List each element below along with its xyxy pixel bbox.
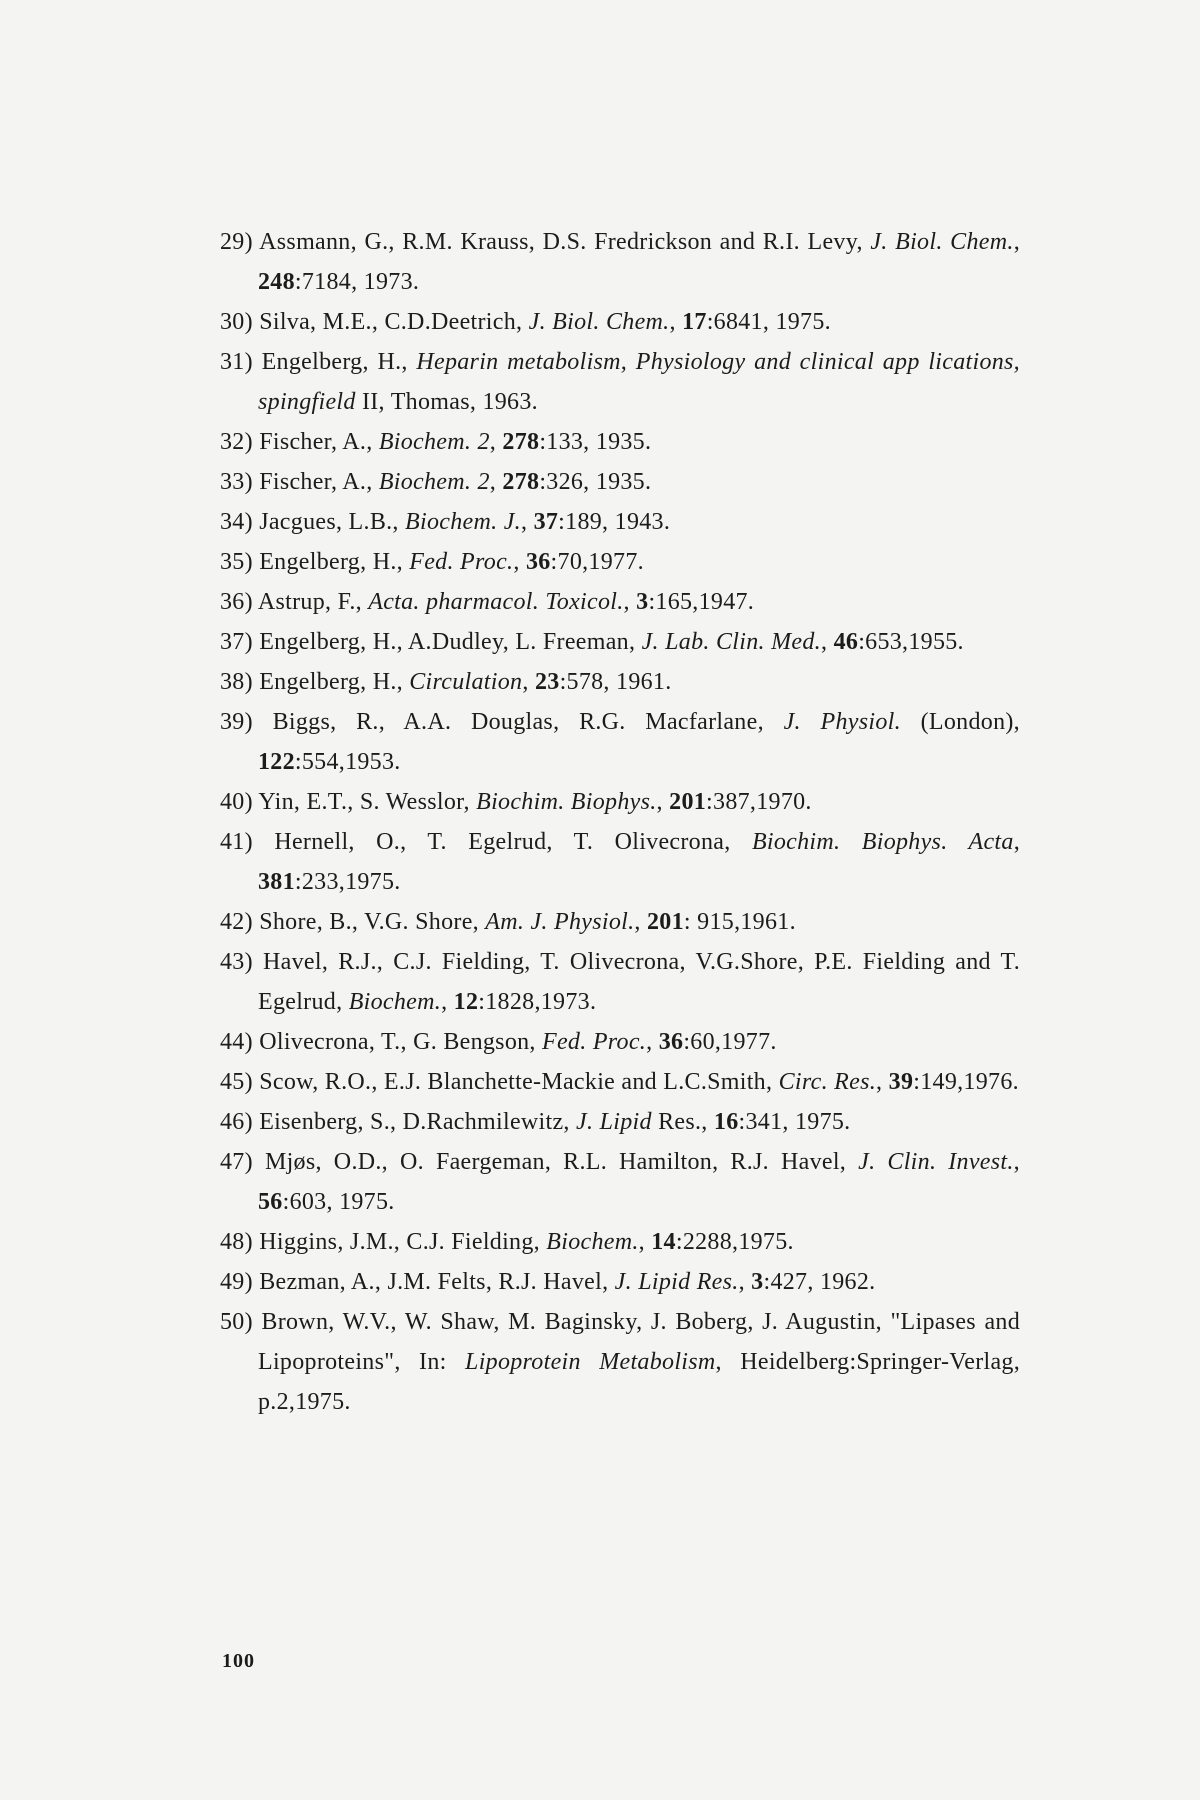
reference-text: :133, 1935. — [539, 429, 652, 455]
reference-text: :578, 1961. — [559, 669, 672, 695]
reference-item — [220, 662, 1020, 702]
reference-text: , — [489, 429, 503, 455]
reference-volume: 36 — [525, 549, 551, 575]
reference-text: :165,1947. — [648, 589, 755, 615]
reference-text: :6841, 1975. — [706, 309, 831, 335]
reference-volume: 3 — [636, 589, 649, 615]
reference-text: , — [656, 789, 670, 815]
reference-item — [220, 942, 1020, 1022]
reference-text: Shore, B., V.G. Shore, — [259, 909, 486, 935]
reference-item — [220, 822, 1020, 902]
reference-number: 45) — [220, 1069, 253, 1095]
reference-number: 49) — [220, 1269, 253, 1295]
reference-journal: J. Biol. Chem. — [870, 229, 1014, 255]
reference-text: , — [513, 549, 526, 575]
reference-text: , — [441, 989, 454, 1015]
reference-text: , — [1013, 229, 1020, 255]
reference-number: 39) — [220, 709, 253, 735]
reference-number: 43) — [220, 949, 253, 975]
reference-text: :7184, 1973. — [294, 269, 420, 295]
reference-list — [220, 222, 1020, 1422]
reference-item — [220, 1142, 1020, 1222]
reference-text: :603, 1975. — [282, 1189, 395, 1215]
reference-volume: 39 — [888, 1069, 914, 1095]
reference-volume: 278 — [502, 469, 540, 495]
reference-item — [220, 342, 1020, 422]
reference-text: Res., — [651, 1109, 714, 1135]
reference-journal: Circulation — [409, 669, 523, 695]
reference-text: Fischer, A., — [259, 429, 379, 455]
reference-number: 36) — [220, 589, 253, 615]
reference-journal: Biochem. J. — [405, 509, 521, 535]
reference-number: 35) — [220, 549, 253, 575]
reference-item — [220, 1302, 1020, 1422]
reference-text: Engelberg, H., A.Dudley, L. Freeman, — [259, 629, 642, 655]
reference-text: Biggs, R., A.A. Douglas, R.G. Macfarlane, — [272, 709, 784, 735]
reference-item — [220, 1022, 1020, 1062]
reference-journal: Lipoprotein Metabolism — [465, 1349, 716, 1375]
reference-text: Astrup, F., — [257, 589, 369, 615]
reference-journal: Acta. pharmacol. Toxicol. — [368, 589, 624, 615]
reference-text: Eisenberg, S., D.Rachmilewitz, — [259, 1109, 577, 1135]
reference-text: :341, 1975. — [738, 1109, 851, 1135]
reference-number: 46) — [220, 1109, 253, 1135]
reference-text: Bezman, A., J.M. Felts, R.J. Havel, — [259, 1269, 615, 1295]
reference-number: 42) — [220, 909, 253, 935]
reference-text: Scow, R.O., E.J. Blanchette-Mackie and L.C.Smith, — [259, 1069, 779, 1095]
reference-text: Engelberg, H., — [259, 549, 410, 575]
reference-journal: Fed. Proc. — [409, 549, 514, 575]
reference-item — [220, 782, 1020, 822]
reference-journal: Biochem. — [546, 1229, 639, 1255]
reference-number: 30) — [220, 309, 253, 335]
reference-number: 29) — [220, 229, 253, 255]
reference-text: :427, 1962. — [763, 1269, 876, 1295]
reference-text: :60,1977. — [683, 1029, 777, 1055]
reference-item — [220, 622, 1020, 662]
reference-text: :70,1977. — [550, 549, 644, 575]
page-number: 100 — [222, 1650, 255, 1672]
reference-text: Yin, E.T., S. Wesslor, — [258, 789, 477, 815]
reference-text: Fischer, A., — [259, 469, 379, 495]
reference-text: , — [669, 309, 683, 335]
reference-journal: J. Lipid Res. — [614, 1269, 739, 1295]
reference-volume: 3 — [751, 1269, 764, 1295]
reference-volume: 46 — [833, 629, 859, 655]
reference-text: Havel, R.J., C.J. Fielding, T. Olivecrona, V.G.Shore, P.E. Fielding and T. Egelrud, — [258, 949, 1020, 1015]
reference-number: 41) — [220, 829, 253, 855]
reference-journal: J. Clin. Invest. — [858, 1149, 1014, 1175]
reference-text: :554,1953. — [294, 749, 401, 775]
reference-journal: Biochem. — [348, 989, 442, 1015]
reference-journal: Biochim. Biophys. Acta — [751, 829, 1014, 855]
reference-number: 31) — [220, 349, 253, 375]
reference-text: , — [489, 469, 503, 495]
reference-number: 50) — [220, 1309, 253, 1335]
reference-journal: J. Lab. Clin. Med. — [641, 629, 821, 655]
reference-volume: 201 — [647, 909, 684, 935]
reference-text: Assmann, G., R.M. Krauss, D.S. Fredrickson and R.I. Levy, — [259, 229, 871, 255]
reference-text: (London), — [900, 709, 1020, 735]
reference-volume: 122 — [258, 749, 295, 775]
reference-journal: Heparin metabolism, Physiology and clinical app lications, spingfield — [258, 349, 1020, 415]
reference-journal: J. Biol. Chem. — [528, 309, 670, 335]
reference-journal: J. Physiol. — [783, 709, 901, 735]
reference-text: , — [522, 669, 535, 695]
reference-volume: 278 — [502, 429, 540, 455]
reference-text: , — [876, 1069, 889, 1095]
reference-journal: Circ. Res. — [778, 1069, 877, 1095]
reference-text: : 915,1961. — [683, 909, 796, 935]
reference-text: , — [820, 629, 834, 655]
reference-number: 33) — [220, 469, 253, 495]
reference-number: 37) — [220, 629, 253, 655]
reference-text: II, Thomas, 1963. — [355, 389, 538, 415]
reference-volume: 16 — [713, 1109, 739, 1135]
reference-text: Mjøs, O.D., O. Faergeman, R.L. Hamilton, R.J. Havel, — [264, 1149, 859, 1175]
reference-volume: 248 — [258, 269, 295, 295]
reference-text: , — [738, 1269, 752, 1295]
reference-text: Engelberg, H., — [261, 349, 417, 375]
reference-volume: 12 — [453, 989, 479, 1015]
reference-journal: Biochim. Biophys. — [476, 789, 657, 815]
reference-journal: Fed. Proc. — [542, 1029, 647, 1055]
reference-volume: 56 — [258, 1189, 283, 1215]
reference-number: 40) — [220, 789, 253, 815]
reference-text: , — [520, 509, 534, 535]
reference-item — [220, 222, 1020, 302]
reference-number: 47) — [220, 1149, 253, 1175]
reference-item — [220, 702, 1020, 782]
reference-journal: Biochem. 2 — [378, 429, 490, 455]
reference-item — [220, 422, 1020, 462]
reference-journal: Am. J. Physiol. — [485, 909, 635, 935]
reference-volume: 23 — [534, 669, 560, 695]
reference-number: 48) — [220, 1229, 253, 1255]
reference-item — [220, 582, 1020, 622]
reference-text: Engelberg, H., — [259, 669, 410, 695]
reference-item — [220, 1062, 1020, 1102]
reference-text: :653,1955. — [858, 629, 964, 655]
reference-text: Hernell, O., T. Egelrud, T. Olivecrona, — [274, 829, 752, 855]
reference-text: , — [646, 1029, 659, 1055]
reference-item — [220, 1222, 1020, 1262]
reference-item — [220, 1102, 1020, 1142]
reference-text: :149,1976. — [913, 1069, 1019, 1095]
reference-number: 38) — [220, 669, 253, 695]
reference-volume: 36 — [658, 1029, 684, 1055]
reference-number: 34) — [220, 509, 253, 535]
reference-item — [220, 462, 1020, 502]
reference-journal: J. Lipid — [576, 1109, 652, 1135]
reference-item — [220, 302, 1020, 342]
reference-volume: 17 — [682, 309, 707, 335]
reference-text: :233,1975. — [294, 869, 401, 895]
reference-journal: Biochem. 2 — [378, 469, 490, 495]
reference-item — [220, 542, 1020, 582]
reference-number: 32) — [220, 429, 253, 455]
reference-volume: 37 — [533, 509, 559, 535]
reference-text: , — [1013, 1149, 1020, 1175]
reference-text: :387,1970. — [706, 789, 812, 815]
reference-text: , — [1013, 829, 1020, 855]
reference-text: Silva, M.E., C.D.Deetrich, — [259, 309, 529, 335]
reference-text: Olivecrona, T., G. Bengson, — [259, 1029, 543, 1055]
reference-text: Jacgues, L.B., — [259, 509, 406, 535]
reference-volume: 201 — [669, 789, 707, 815]
reference-text: :189, 1943. — [558, 509, 671, 535]
reference-text: , — [634, 909, 647, 935]
reference-text: :1828,1973. — [478, 989, 597, 1015]
reference-text: , — [623, 589, 637, 615]
reference-text: , Heidelberg:Springer-Verlag, p.2,1975. — [258, 1349, 1021, 1415]
reference-volume: 381 — [258, 869, 295, 895]
reference-text: :2288,1975. — [675, 1229, 794, 1255]
reference-item — [220, 902, 1020, 942]
reference-text: :326, 1935. — [539, 469, 652, 495]
reference-text: Brown, W.V., W. Shaw, M. Baginsky, J. Boberg, J. Augustin, "Lipases and Lipoproteins", In: — [258, 1309, 1020, 1375]
reference-text: , — [638, 1229, 652, 1255]
reference-item — [220, 1262, 1020, 1302]
reference-volume: 14 — [651, 1229, 676, 1255]
reference-text: Higgins, J.M., C.J. Fielding, — [259, 1229, 547, 1255]
reference-number: 44) — [220, 1029, 253, 1055]
reference-item — [220, 502, 1020, 542]
